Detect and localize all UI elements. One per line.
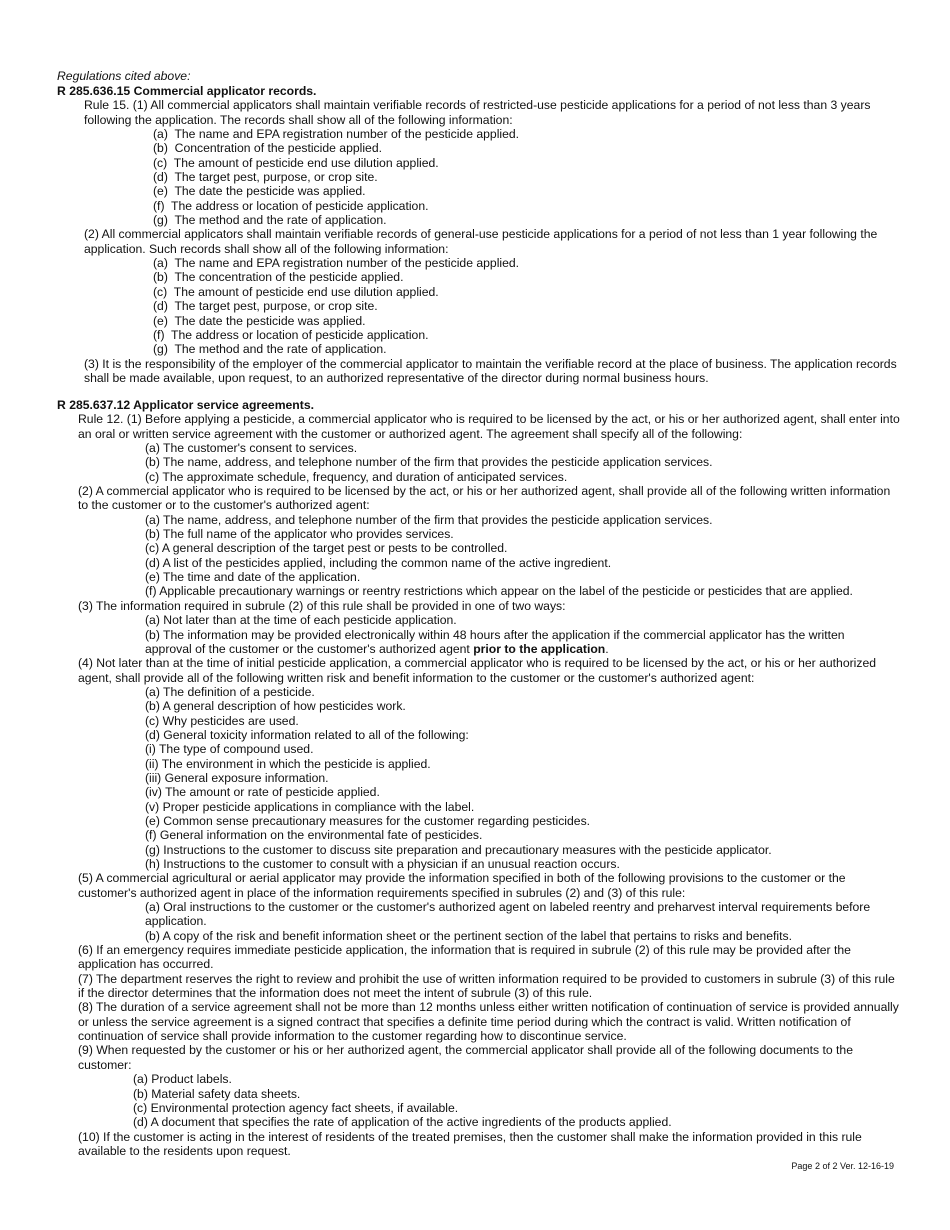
list-item: (e) The date the pesticide was applied.: [153, 184, 366, 199]
list-item-text: (b) The information may be provided electronically within 48 hours after the application if the commercial applicator has the written: [145, 627, 845, 642]
list-item: (a) Product labels.: [133, 1072, 232, 1087]
section1-heading: R 285.636.15 Commercial applicator records.: [57, 84, 317, 98]
list-item: (a) The name and EPA registration number of the pesticide applied.: [153, 127, 520, 142]
list-item: (g) The method and the rate of application.: [153, 342, 387, 357]
list-item: (iii) General exposure information.: [145, 770, 329, 785]
rule12-paragraph-2: (2) A commercial applicator who is required to be licensed by the act, or his or her authorized agent, shall provide all of the following written information to the customer or to the customer's authorized agent:: [78, 484, 891, 513]
list-item: (b) A copy of the risk and benefit information sheet or the pertinent section of the label that pertains to risks and benefits.: [145, 928, 792, 943]
aerial-applicator-list: [57, 900, 902, 943]
service-agreement-list: [57, 441, 902, 484]
page-footer: Page 2 of 2 Ver. 12-16-19: [791, 1161, 894, 1171]
risk-benefit-list: [57, 685, 902, 871]
emphasis-text: prior to the application: [473, 641, 606, 656]
list-item: (e) The date the pesticide was applied.: [153, 313, 366, 328]
written-information-list: [57, 513, 902, 599]
list-item: (g) The method and the rate of application.: [153, 213, 387, 228]
list-item-text: approval of the customer or the customer's authorized agent: [145, 641, 474, 656]
list-item: (v) Proper pesticide applications in compliance with the label.: [145, 799, 475, 814]
section2-heading: R 285.637.12 Applicator service agreements.: [57, 398, 314, 412]
list-item: (g) Instructions to the customer to discuss site preparation and precautionary measures with the pesticide applicator.: [145, 842, 772, 857]
list-item: (c) The amount of pesticide end use dilution applied.: [153, 284, 439, 299]
rule15-paragraph-1: Rule 15. (1) All commercial applicators shall maintain verifiable records of restricted-use pesticide applications for a period of not less than 3 years following the application. The records shall show all of the following information:: [84, 98, 871, 127]
rule12-paragraph-3: (3) The information required in subrule (2) of this rule shall be provided in one of two ways:: [78, 598, 566, 613]
list-item: (d) A list of the pesticides applied, including the common name of the active ingredient.: [145, 555, 612, 570]
list-item: (b) The full name of the applicator who provides services.: [145, 527, 454, 542]
list-item: (b) A general description of how pesticides work.: [145, 699, 406, 714]
list-item: (a) Oral instructions to the customer or the customer's authorized agent on labeled reentry and preharvest interval requirements before application.: [145, 900, 871, 929]
list-item: (f) Applicable precautionary warnings or reentry restrictions which appear on the label of the pesticide or pesticides that are applied.: [145, 584, 853, 599]
list-item: (a) The name, address, and telephone number of the firm that provides the pesticide application services.: [145, 512, 713, 527]
list-item: (h) Instructions to the customer to consult with a physician if an unusual reaction occurs.: [145, 857, 620, 871]
rule12-paragraph-1: Rule 12. (1) Before applying a pesticide, a commercial applicator who is required to be licensed by the act, or his or her authorized agent, shall enter into an oral or written service agreement with the customer or authorized agent. The agreement shall specify all of the following:: [78, 412, 900, 441]
list-item: (ii) The environment in which the pesticide is applied.: [145, 756, 431, 771]
list-item: (f) The address or location of pesticide application.: [153, 198, 429, 213]
rule15-paragraph-3: (3) It is the responsibility of the employer of the commercial applicator to maintain the verifiable record at the place of business. The application records shall be made available, upon request, to an authorized representative of the director during normal business hours.: [84, 356, 897, 385]
list-item: (f) General information on the environmental fate of pesticides.: [145, 828, 483, 843]
list-item: (f) The address or location of pesticide application.: [153, 327, 429, 342]
rule12-paragraph-8: (8) The duration of a service agreement shall not be more than 12 months unless either written notification of continuation of service is provided annually or unless the service agreement is a signed contract that specifies a definite time period during which the contract is valid. Written notification of continuation of service shall provide information to the customer regarding how to discontinue service.: [78, 1000, 899, 1044]
section-commercial-applicator-records: [57, 84, 902, 385]
list-item: (a) The definition of a pesticide.: [145, 684, 315, 699]
list-item: (d) A document that specifies the rate of application of the active ingredients of the products applied.: [133, 1115, 672, 1130]
list-item: (d) General toxicity information related to all of the following:: [145, 727, 469, 742]
list-item: (iv) The amount or rate of pesticide applied.: [145, 785, 380, 800]
section-applicator-service-agreements: [57, 398, 902, 1158]
list-item: (e) The time and date of the application.: [145, 570, 361, 585]
list-item: (c) The approximate schedule, frequency, and duration of anticipated services.: [145, 469, 568, 484]
list-item: (a) Not later than at the time of each pesticide application.: [145, 613, 457, 628]
list-item: (c) A general description of the target pest or pests to be controlled.: [145, 541, 508, 556]
list-item: (a) The name and EPA registration number of the pesticide applied.: [153, 256, 520, 271]
list-item: (b) The name, address, and telephone number of the firm that provides the pesticide application services.: [145, 455, 713, 470]
list-item: (e) Common sense precautionary measures for the customer regarding pesticides.: [145, 813, 591, 828]
list-item: (d) The target pest, purpose, or crop site.: [153, 170, 378, 185]
rule12-paragraph-4: (4) Not later than at the time of initial pesticide application, a commercial applicator who is required to be licensed by the act, or his or her authorized agent, shall provide all of the following written risk and benefit information to the customer or the customer's authorized agent:: [78, 656, 877, 685]
list-item: (b) Material safety data sheets.: [133, 1086, 301, 1101]
list-item: (c) The amount of pesticide end use dilution applied.: [153, 155, 439, 170]
rule12-paragraph-5: (5) A commercial agricultural or aerial applicator may provide the information specified in both of the following provisions to the customer or the customer's authorized agent in place of the information requirements specified in subrules (2) and (3) of this rule:: [78, 871, 846, 900]
list-item: (d) The target pest, purpose, or crop site.: [153, 299, 378, 314]
rule12-paragraph-7: (7) The department reserves the right to review and prohibit the use of written information required to be provided to customers in subrule (3) of this rule if the director determines that the information does not meet the intent of subrule (3) of this rule.: [78, 971, 895, 1001]
restricted-use-records-list: [57, 127, 902, 227]
list-item: [145, 628, 902, 657]
rule12-paragraph-6: (6) If an emergency requires immediate pesticide application, the information that is required in subrule (2) of this rule may be provided after the application has occurred.: [78, 943, 851, 972]
list-item: (c) Environmental protection agency fact sheets, if available.: [133, 1100, 459, 1115]
rule12-paragraph-10: (10) If the customer is acting in the interest of residents of the treated premises, then the customer shall make the information provided in this rule available to the residents upon request.: [78, 1129, 862, 1158]
list-item: (b) The concentration of the pesticide applied.: [153, 270, 404, 285]
list-item: (a) The customer's consent to services.: [145, 441, 358, 456]
rule15-paragraph-2: (2) All commercial applicators shall maintain verifiable records of general-use pesticide applications for a period of not less than 1 year following the application. Such records shall show all of the following information:: [84, 227, 878, 256]
list-item: (c) Why pesticides are used.: [145, 713, 299, 728]
general-use-records-list: [57, 256, 902, 356]
customer-documents-list: [57, 1072, 902, 1129]
list-item: (i) The type of compound used.: [145, 742, 314, 757]
rule12-paragraph-9: (9) When requested by the customer or his or her authorized agent, the commercial applicator shall provide all of the following documents to the customer:: [78, 1043, 853, 1072]
list-item-text: .: [605, 641, 609, 656]
cited-label: Regulations cited above:: [57, 69, 191, 83]
list-item: (b) Concentration of the pesticide applied.: [153, 141, 382, 156]
